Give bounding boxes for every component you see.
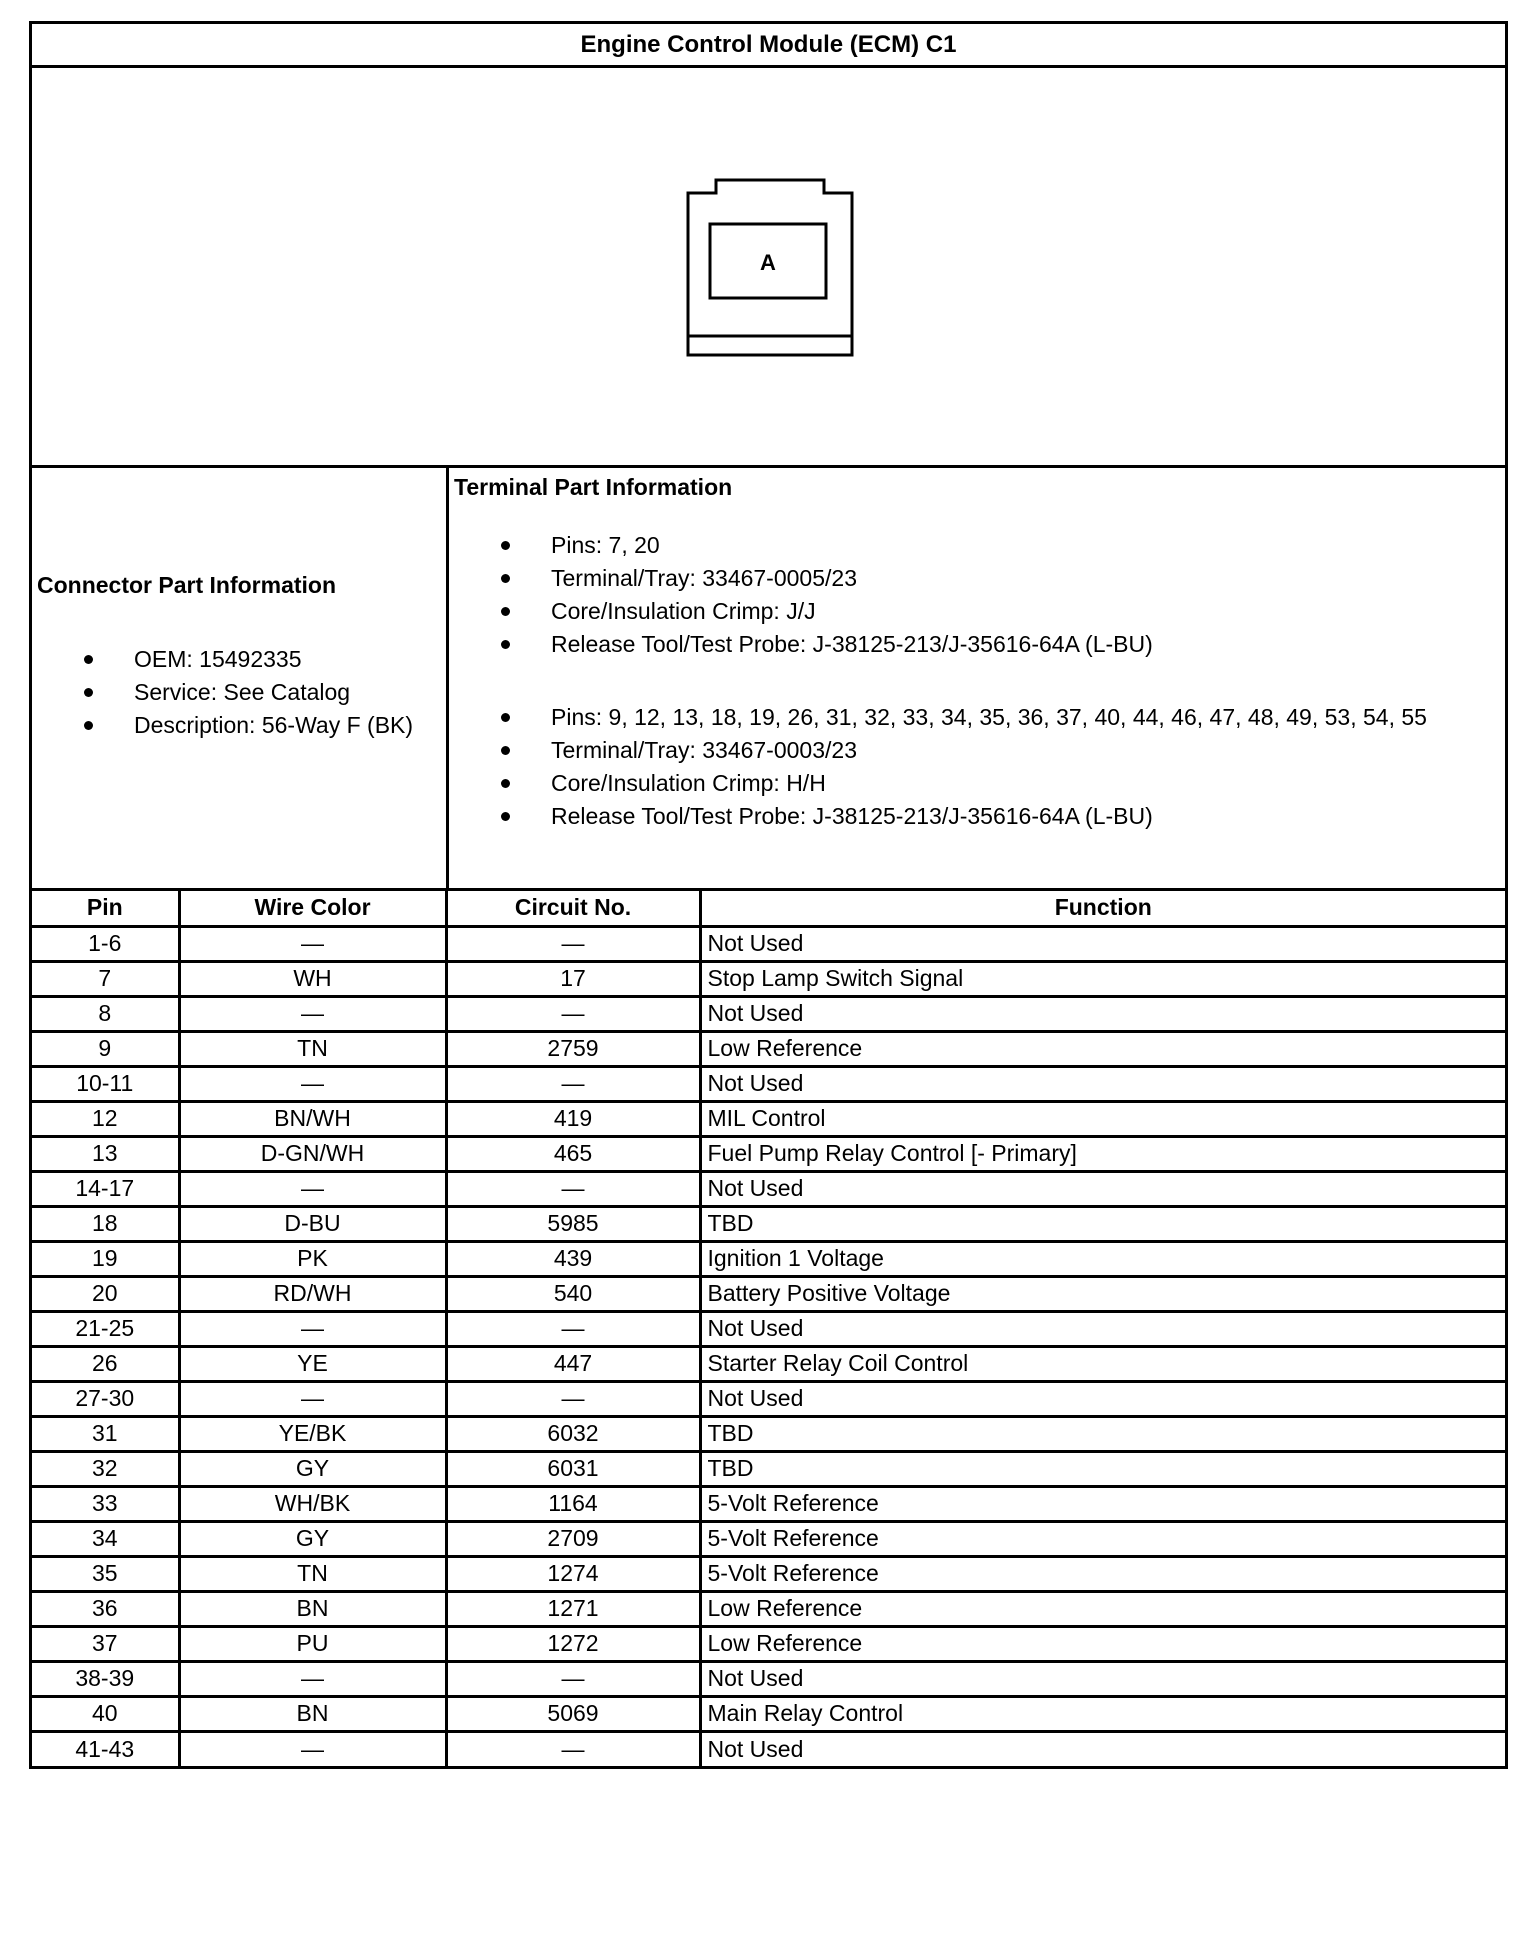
pinout-table <box>32 891 1505 1766</box>
header-wire-color: Wire Color <box>179 891 446 926</box>
wire-color-cell: — <box>179 1311 446 1346</box>
list-item: Pins: 7, 20 <box>501 529 1153 562</box>
table-row <box>32 1206 1505 1241</box>
circuit-cell: 17 <box>446 961 700 996</box>
circuit-cell: 6032 <box>446 1416 700 1451</box>
function-cell: Ignition 1 Voltage <box>700 1241 1505 1276</box>
wire-color-cell: GY <box>179 1521 446 1556</box>
wire-color-cell: YE/BK <box>179 1416 446 1451</box>
function-cell: Low Reference <box>700 1031 1505 1066</box>
table-row <box>32 1031 1505 1066</box>
table-row <box>32 1486 1505 1521</box>
list-item: Core/Insulation Crimp: H/H <box>501 767 1427 800</box>
connector-face-icon <box>32 68 1505 465</box>
terminal-info-heading: Terminal Part Information <box>454 474 733 500</box>
list-item: Terminal/Tray: 33467-0005/23 <box>501 562 1153 595</box>
pin-cell: 37 <box>32 1626 179 1661</box>
table-row <box>32 1241 1505 1276</box>
pin-cell: 35 <box>32 1556 179 1591</box>
function-cell: Not Used <box>700 1311 1505 1346</box>
pin-cell: 34 <box>32 1521 179 1556</box>
pin-cell: 18 <box>32 1206 179 1241</box>
function-cell: TBD <box>700 1451 1505 1486</box>
pin-cell: 20 <box>32 1276 179 1311</box>
pin-cell: 14-17 <box>32 1171 179 1206</box>
circuit-cell: — <box>446 1311 700 1346</box>
list-item: Description: 56-Way F (BK) <box>84 709 413 742</box>
function-cell: Fuel Pump Relay Control [- Primary] <box>700 1136 1505 1171</box>
wire-color-cell: PU <box>179 1626 446 1661</box>
function-cell: TBD <box>700 1416 1505 1451</box>
pin-cell: 38-39 <box>32 1661 179 1696</box>
pin-cell: 27-30 <box>32 1381 179 1416</box>
header-function: Function <box>700 891 1505 926</box>
terminal-info-list-2 <box>501 701 1427 833</box>
function-cell: Low Reference <box>700 1591 1505 1626</box>
circuit-cell: 2759 <box>446 1031 700 1066</box>
table-row <box>32 1381 1505 1416</box>
wire-color-cell: WH <box>179 961 446 996</box>
function-cell: Stop Lamp Switch Signal <box>700 961 1505 996</box>
table-row <box>32 1136 1505 1171</box>
table-row <box>32 926 1505 961</box>
pin-cell: 41-43 <box>32 1731 179 1766</box>
table-row <box>32 1731 1505 1766</box>
table-row <box>32 1451 1505 1486</box>
pin-cell: 1-6 <box>32 926 179 961</box>
circuit-cell: 5069 <box>446 1696 700 1731</box>
connector-sheet <box>29 21 1508 1769</box>
connector-diagram <box>32 68 1505 468</box>
table-row <box>32 1101 1505 1136</box>
circuit-cell: — <box>446 1066 700 1101</box>
circuit-cell: 447 <box>446 1346 700 1381</box>
function-cell: MIL Control <box>700 1101 1505 1136</box>
wire-color-cell: PK <box>179 1241 446 1276</box>
circuit-cell: 1164 <box>446 1486 700 1521</box>
table-row <box>32 1556 1505 1591</box>
wire-color-cell: TN <box>179 1031 446 1066</box>
terminal-part-info <box>449 468 1505 888</box>
list-item: Pins: 9, 12, 13, 18, 19, 26, 31, 32, 33, 34, 35, 36, 37, 40, 44, 46, 47, 48, 49, 53, 54, 55 <box>501 701 1427 734</box>
pin-cell: 8 <box>32 996 179 1031</box>
wire-color-cell: D-BU <box>179 1206 446 1241</box>
wire-color-cell: D-GN/WH <box>179 1136 446 1171</box>
connector-info-list <box>84 643 413 742</box>
circuit-cell: 419 <box>446 1101 700 1136</box>
wire-color-cell: — <box>179 1661 446 1696</box>
list-item: Service: See Catalog <box>84 676 413 709</box>
function-cell: 5-Volt Reference <box>700 1521 1505 1556</box>
function-cell: Battery Positive Voltage <box>700 1276 1505 1311</box>
circuit-cell: 2709 <box>446 1521 700 1556</box>
circuit-cell: — <box>446 1171 700 1206</box>
function-cell: Starter Relay Coil Control <box>700 1346 1505 1381</box>
wire-color-cell: — <box>179 1066 446 1101</box>
function-cell: Low Reference <box>700 1626 1505 1661</box>
function-cell: Not Used <box>700 926 1505 961</box>
wire-color-cell: YE <box>179 1346 446 1381</box>
pin-cell: 12 <box>32 1101 179 1136</box>
table-row <box>32 1311 1505 1346</box>
table-row <box>32 1626 1505 1661</box>
circuit-cell: — <box>446 926 700 961</box>
table-row <box>32 1276 1505 1311</box>
function-cell: Not Used <box>700 1381 1505 1416</box>
function-cell: TBD <box>700 1206 1505 1241</box>
connector-info-heading: Connector Part Information <box>37 572 337 598</box>
table-row <box>32 996 1505 1031</box>
wire-color-cell: RD/WH <box>179 1276 446 1311</box>
table-row <box>32 961 1505 996</box>
circuit-cell: 6031 <box>446 1451 700 1486</box>
pin-cell: 10-11 <box>32 1066 179 1101</box>
circuit-cell: 1274 <box>446 1556 700 1591</box>
connector-part-info <box>32 468 449 888</box>
pin-cell: 7 <box>32 961 179 996</box>
pin-cell: 32 <box>32 1451 179 1486</box>
circuit-cell: 1272 <box>446 1626 700 1661</box>
wire-color-cell: BN <box>179 1696 446 1731</box>
function-cell: Not Used <box>700 996 1505 1031</box>
circuit-cell: 465 <box>446 1136 700 1171</box>
pin-cell: 40 <box>32 1696 179 1731</box>
function-cell: 5-Volt Reference <box>700 1486 1505 1521</box>
header-circuit-no: Circuit No. <box>446 891 700 926</box>
list-item: Terminal/Tray: 33467-0003/23 <box>501 734 1427 767</box>
wire-color-cell: — <box>179 926 446 961</box>
wire-color-cell: — <box>179 996 446 1031</box>
table-row <box>32 1066 1505 1101</box>
function-cell: Not Used <box>700 1731 1505 1766</box>
list-item: Core/Insulation Crimp: J/J <box>501 595 1153 628</box>
table-header-row <box>32 891 1505 926</box>
function-cell: 5-Volt Reference <box>700 1556 1505 1591</box>
wire-color-cell: BN <box>179 1591 446 1626</box>
list-item: OEM: 15492335 <box>84 643 413 676</box>
list-item: Release Tool/Test Probe: J-38125-213/J-35616-64A (L-BU) <box>501 800 1427 833</box>
table-row <box>32 1696 1505 1731</box>
wire-color-cell: GY <box>179 1451 446 1486</box>
circuit-cell: 540 <box>446 1276 700 1311</box>
part-info-section <box>32 468 1505 891</box>
wire-color-cell: — <box>179 1171 446 1206</box>
wire-color-cell: — <box>179 1731 446 1766</box>
page-title: Engine Control Module (ECM) C1 <box>32 24 1505 68</box>
function-cell: Not Used <box>700 1171 1505 1206</box>
wire-color-cell: TN <box>179 1556 446 1591</box>
wire-color-cell: WH/BK <box>179 1486 446 1521</box>
table-row <box>32 1521 1505 1556</box>
pin-cell: 9 <box>32 1031 179 1066</box>
pin-cell: 26 <box>32 1346 179 1381</box>
list-item: Release Tool/Test Probe: J-38125-213/J-35616-64A (L-BU) <box>501 628 1153 661</box>
table-row <box>32 1591 1505 1626</box>
circuit-cell: 5985 <box>446 1206 700 1241</box>
circuit-cell: — <box>446 996 700 1031</box>
circuit-cell: 439 <box>446 1241 700 1276</box>
circuit-cell: — <box>446 1381 700 1416</box>
connector-cavity-label: A <box>760 250 776 275</box>
circuit-cell: 1271 <box>446 1591 700 1626</box>
function-cell: Not Used <box>700 1066 1505 1101</box>
table-row <box>32 1346 1505 1381</box>
pin-cell: 31 <box>32 1416 179 1451</box>
table-row <box>32 1661 1505 1696</box>
function-cell: Not Used <box>700 1661 1505 1696</box>
header-pin: Pin <box>32 891 179 926</box>
pin-cell: 33 <box>32 1486 179 1521</box>
circuit-cell: — <box>446 1731 700 1766</box>
pin-cell: 36 <box>32 1591 179 1626</box>
function-cell: Main Relay Control <box>700 1696 1505 1731</box>
table-row <box>32 1171 1505 1206</box>
circuit-cell: — <box>446 1661 700 1696</box>
pin-cell: 19 <box>32 1241 179 1276</box>
wire-color-cell: BN/WH <box>179 1101 446 1136</box>
terminal-info-list-1 <box>501 529 1153 661</box>
table-row <box>32 1416 1505 1451</box>
wire-color-cell: — <box>179 1381 446 1416</box>
pin-cell: 13 <box>32 1136 179 1171</box>
pin-cell: 21-25 <box>32 1311 179 1346</box>
